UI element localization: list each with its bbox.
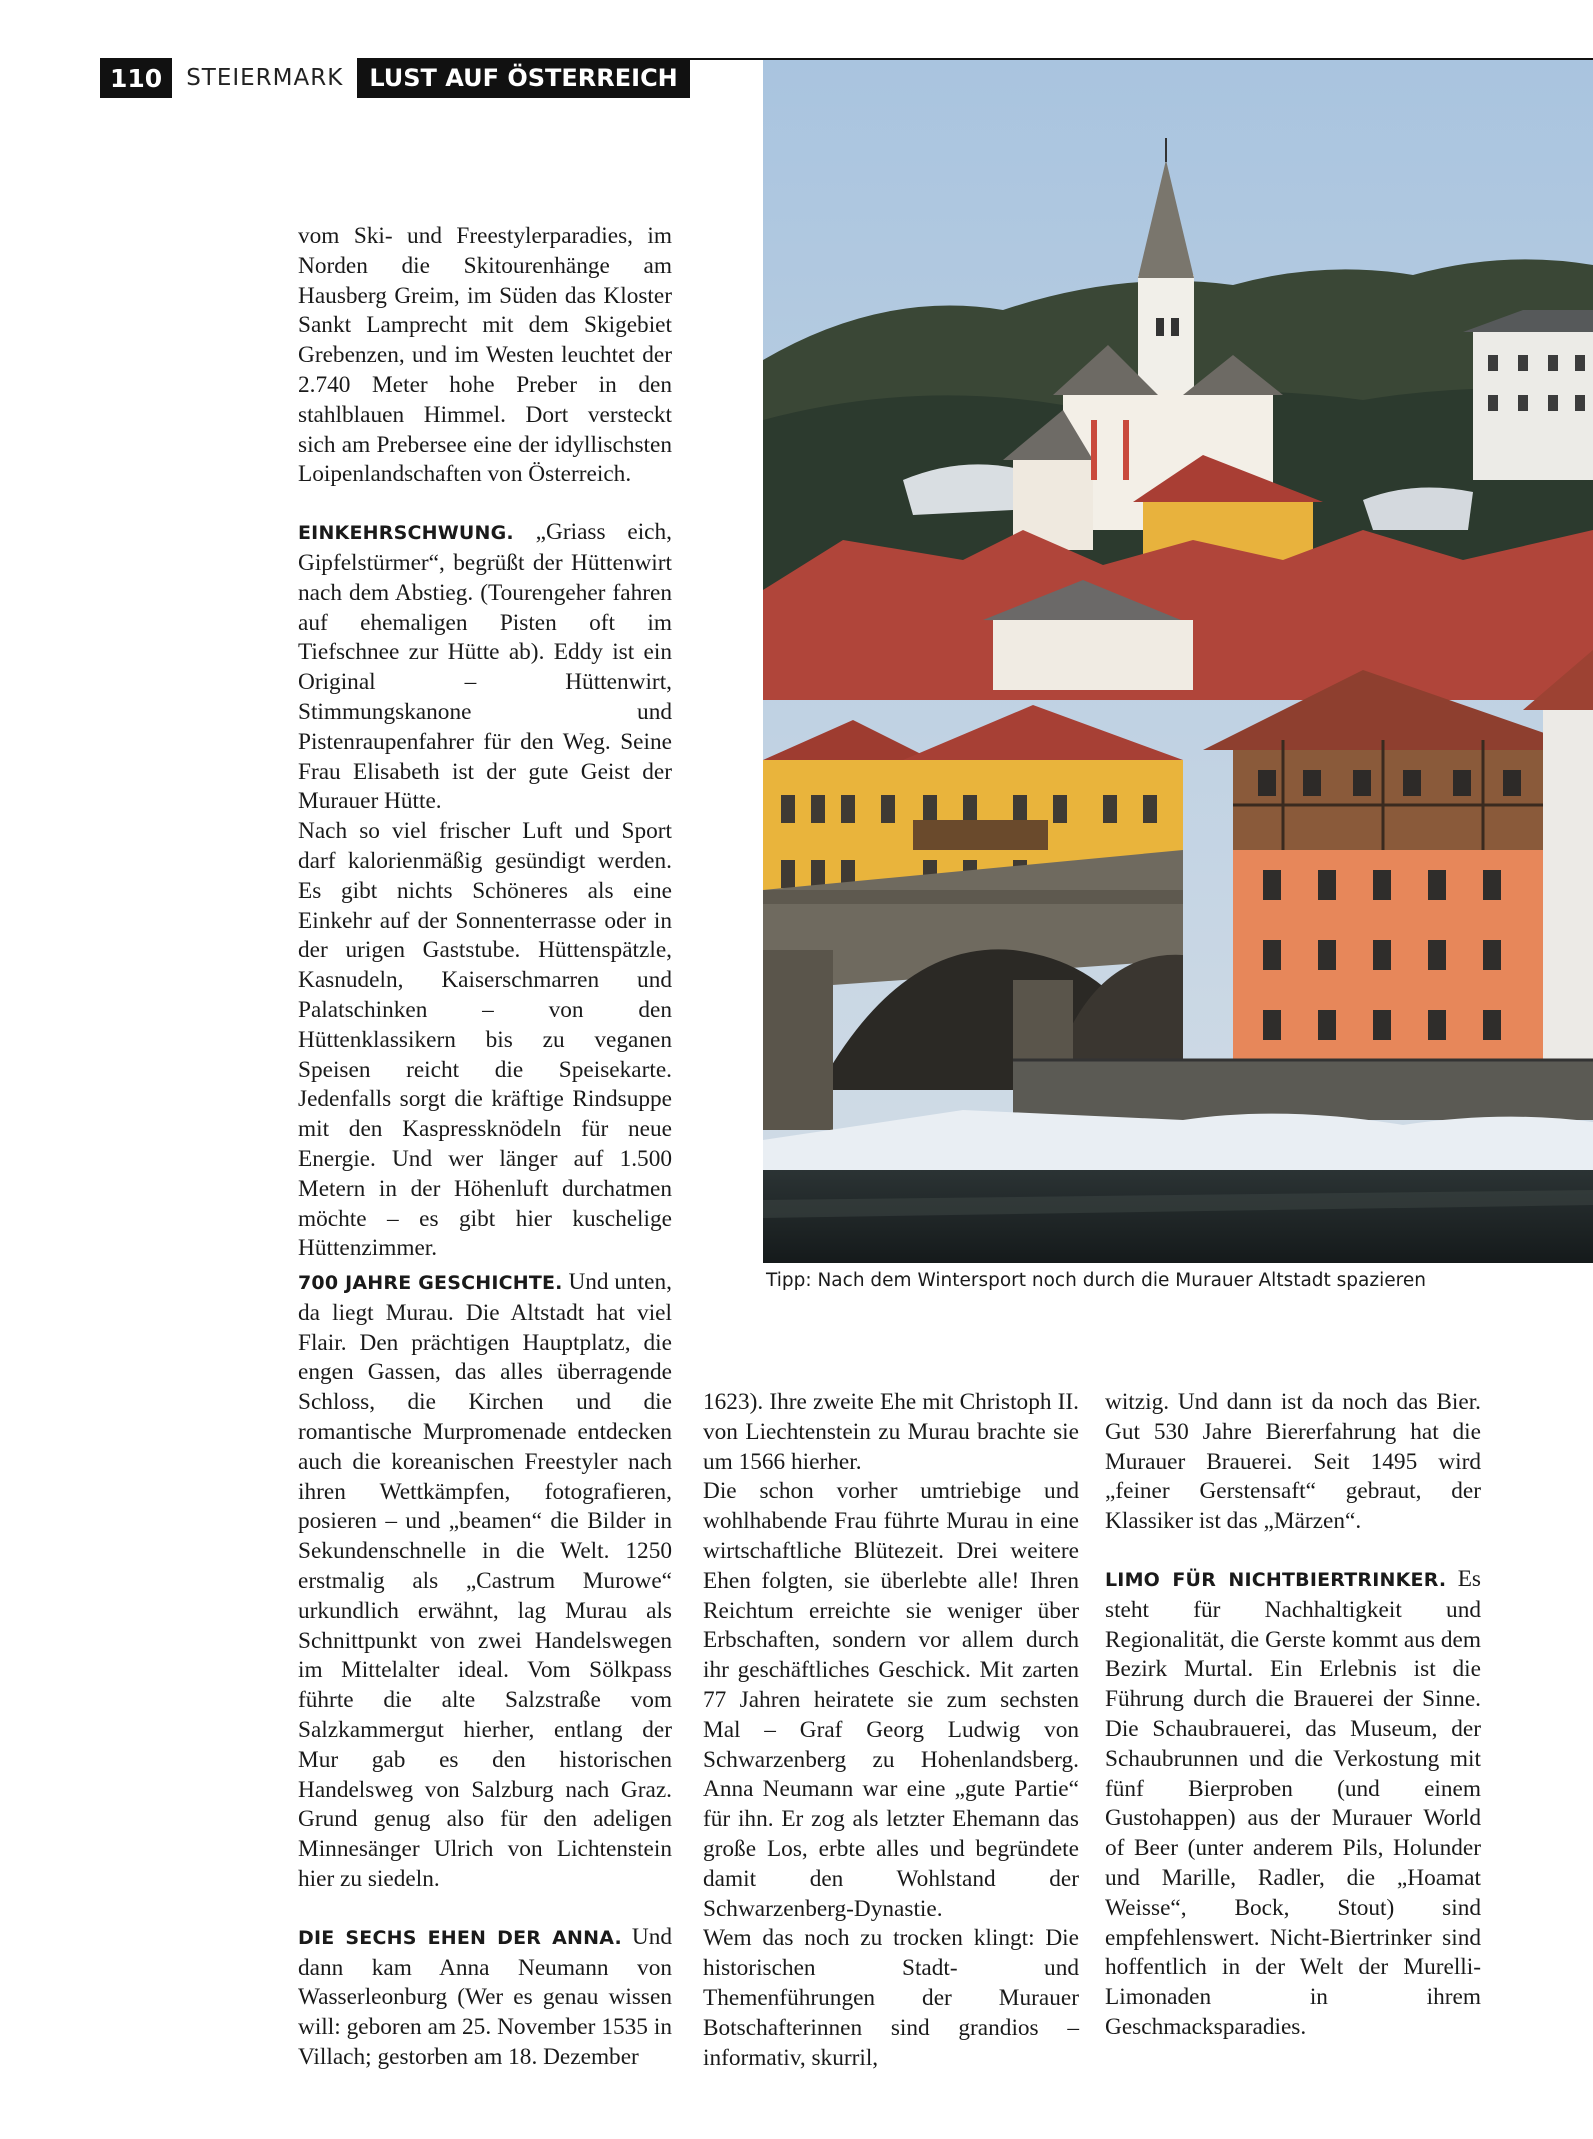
section-kicker: LIMO FÜR NICHTBIERTRINKER. [1105, 1568, 1447, 1591]
magazine-rubric: LUST AUF ÖSTERREICH [357, 58, 689, 98]
paragraph [298, 1268, 672, 1895]
paragraph-text: Und dann kam Anna Neumann von Wasserleonburg (Wer es genau wissen will: geboren am 25. November 1535 in Villach; gestorben am 18. Dezember [298, 1923, 672, 2070]
article-column-3 [1105, 1388, 1481, 2043]
paragraph-text: Und unten, da liegt Murau. Die Altstadt hat viel Flair. Den prächtigen Hauptplatz, die engen Gassen, das alles überragende Schloss, die Kirchen und die romantische Murpromenade entdecken auch die koreanischen Freestyler nach ihren Wettkämpfen, fotografieren, posieren – und „beamen“ die Bilder in Sekundenschnelle in die Welt. 1250 erstmalig als „Castrum Murowe“ urkundlich erwähnt, lag Murau als Schnittpunkt von zwei Handelswegen im Mittelalter ideal. Vom Sölkpass führte die alte Salzstraße vom Salzkammergut hierher, entlang der Mur gab es den historischen Handelsweg von Salzburg nach Graz. Grund genug also für den adeligen Minnesänger Ulrich von Lichtenstein hier zu siedeln. [298, 1269, 672, 1892]
paragraph: Wem das noch zu trocken klingt: Die historischen Stadt- und Themenführungen der Murauer Botschafterinnen sind grandios – informativ, skurril, [703, 1925, 1079, 2071]
paragraph: vom Ski- und Freestylerparadies, im Norden die Skitourenhänge am Hausberg Greim, im Süden das Kloster Sankt Lamprecht mit dem Skigebiet Grebenzen, und im Westen leuchtet der 2.740 Meter hohe Preber in den stahlblauen Himmel. Dort versteckt sich am Prebersee eine der idyllischsten Loipenlandschaften von Österreich. [298, 223, 672, 488]
section-kicker: DIE SECHS EHEN DER ANNA. [298, 1926, 622, 1949]
paragraph: witzig. Und dann ist da noch das Bier. Gut 530 Jahre Biererfahrung hat die Murauer Brauerei. Seit 1495 wird „feiner Gerstensaft“ gebraut, der Klassiker ist das „Märzen“. [1105, 1389, 1481, 1535]
paragraph-text: Es steht für Nachhaltigkeit und Regionalität, die Gerste kommt aus dem Bezirk Murtal. Ein Erlebnis ist die Führung durch die Brauerei der Sinne. Die Schaubrauerei, das Museum, der Schaubrunnen und die Verkostung mit fünf Bierproben (und einem Gustohappen) aus der Murauer World of Beer (unter anderem Pils, Holunder und Marille, Radler, die „Hoamat Weisse“, Bock, Stout) sind empfehlenswert. Nicht-Biertrinker sind hoffentlich in der Welt der Murelli-Limonaden in ihrem Geschmacksparadies. [1105, 1565, 1481, 2040]
paragraph-text: „Griass eich, Gipfelstürmer“, begrüßt der Hüttenwirt nach dem Abstieg. (Tourengeher fahren auf ehemaligen Pisten oft im Tiefschnee zur Hütte ab). Eddy ist ein Original – Hüttenwirt, Stimmungskanone und Pistenraupenfahrer für den Weg. Seine Frau Elisabeth ist der gute Geist der Murauer Hütte. [298, 519, 672, 815]
article-column-1-top [298, 222, 672, 1264]
paragraph [298, 518, 672, 817]
photo-caption: Tipp: Nach dem Wintersport noch durch die Murauer Altstadt spazieren [766, 1270, 1426, 1291]
paragraph: Nach so viel frischer Luft und Sport darf kalorienmäßig gesündigt werden. Es gibt nichts Schöneres als eine Einkehr auf der Sonnenterrasse oder in der urigen Gaststube. Hüttenspätzle, Kasnudeln, Kaiserschmarren und Palatschinken – von den Hüttenklassikern bis zu veganen Speisen reicht die Speisekarte. Jedenfalls sorgt die kräftige Rindsuppe mit den Kaspressknödeln für neue Energie. Und wer länger auf 1.500 Metern in der Höhenluft durchatmen möchte – es gibt hier kuschelige Hüttenzimmer. [298, 818, 672, 1262]
article-column-1-bottom [298, 1268, 672, 2073]
section-kicker: 700 JAHRE GESCHICHTE. [298, 1272, 563, 1294]
paragraph [1105, 1565, 1481, 2043]
section-kicker: EINKEHRSCHWUNG. [298, 522, 514, 545]
article-column-2 [703, 1388, 1079, 2073]
paragraph [298, 1923, 672, 2073]
murau-photo [763, 60, 1593, 1263]
page-header [100, 58, 690, 98]
paragraph: 1623). Ihre zweite Ehe mit Christoph II. von Liechtenstein zu Murau brachte sie um 1566 hierher. [703, 1389, 1079, 1475]
page-number: 110 [100, 58, 172, 98]
section-label: STEIERMARK [186, 65, 344, 91]
paragraph: Die schon vorher umtriebige und wohlhabende Frau führte Murau in eine wirtschaftliche Blütezeit. Drei weitere Ehen folgten, sie überlebte alle! Ihren Reichtum erreichte sie weniger über Erbschaften, sondern vor allem durch ihr geschäftliches Geschick. Mit zarten 77 Jahren heiratete sie zum sechsten Mal – Graf Georg Ludwig von Schwarzenberg zu Hohenlandsberg. Anna Neumann war eine „gute Partie“ für ihn. Er zog als letzter Ehemann das große Los, erbte alles und begründete damit den Wohlstand der Schwarzenberg-Dynastie. [703, 1478, 1079, 1922]
